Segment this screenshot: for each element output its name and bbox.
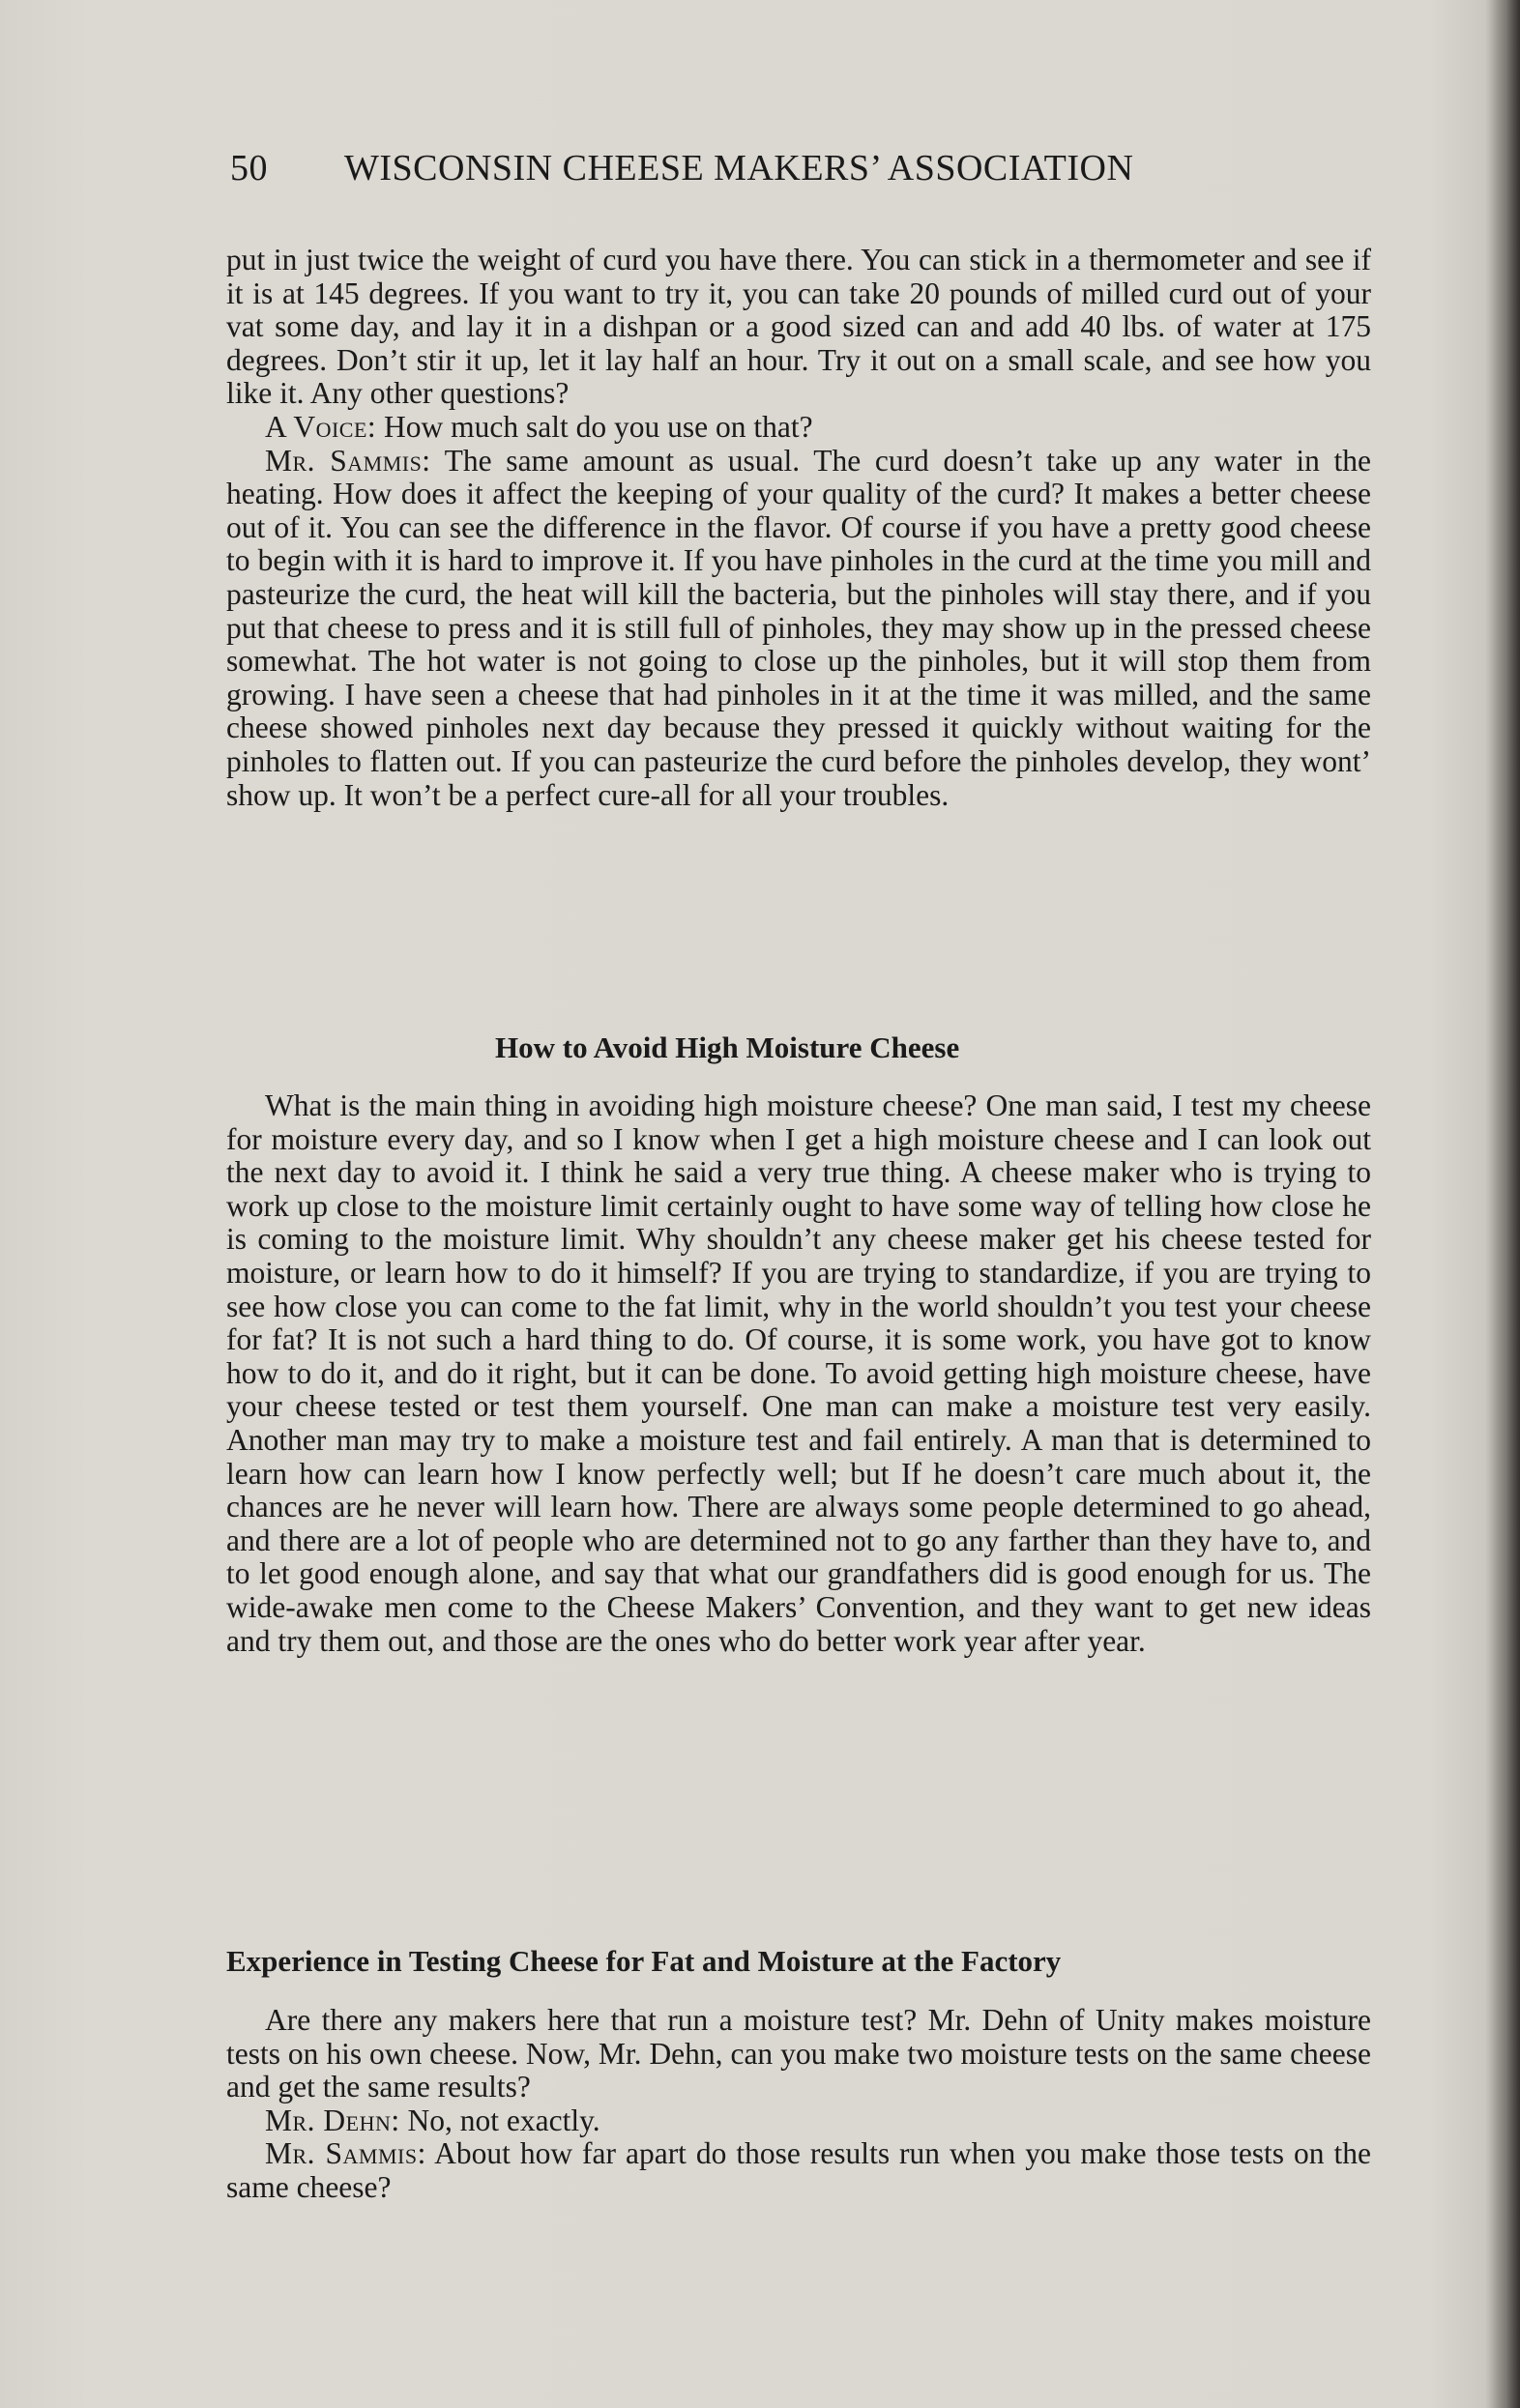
running-head [230, 147, 1371, 189]
paragraph [226, 411, 1371, 445]
paragraph [226, 1089, 1371, 1658]
speaker: Mr. Sammis: [265, 443, 431, 478]
speaker: Mr. Sammis: [265, 2136, 426, 2171]
paragraph [226, 244, 1371, 411]
paragraph [226, 2104, 1371, 2138]
paragraph-text: put in just twice the weight of curd you have there. You can stick in a thermometer and see if it is at 145 degrees. If you want to try it, you can take 20 pounds of milled curd out of your vat some day, and lay it in a dishpan or a good sized can and add 40 lbs. of water at 175 degrees. Don’t stir it up, let it lay half an hour. Try it out on a small scale, and see how you like it. Any other questions? [226, 243, 1371, 411]
page-number: 50 [230, 148, 268, 189]
section-text [226, 2004, 1371, 2205]
paragraph [226, 2137, 1371, 2204]
paragraph-text: Are there any makers here that run a moisture test? Mr. Dehn of Unity makes moisture tests on his own cheese. Now, Mr. Dehn, can you make two moisture tests on the same cheese and get the same results? [226, 2003, 1371, 2104]
paragraph [226, 2004, 1371, 2104]
paragraph-text: What is the main thing in avoiding high moisture cheese? One man said, I test my cheese for moisture every day, and so I know when I get a high moisture cheese and I can look out the next day to avoid it. I think he said a very true thing. A cheese maker who is trying to work up close to the moisture limit certainly ought to have some way of telling how close he is coming to the moisture limit. Why shouldn’t any cheese maker get his cheese tested for moisture, or learn how to do it himself? If you are trying to standardize, if you are trying to see how close you can come to the fat limit, why in the world shouldn’t you test your cheese for fat? It is not such a hard thing to do. Of course, it is some work, you have got to know how to do it, and do it right, but it can be done. To avoid getting high moisture cheese, have your cheese tested or test them yourself. One man can make a moisture test very easily. Another man may try to make a moisture test and fail entirely. A man that is determined to learn how can learn how I know perfectly well; but If he doesn’t care much about it, the chances are he never will learn how. There are always some people determined to go ahead, and there are a lot of people who are determined not to go any farther than they have to, and to let good enough alone, and say that what our grandfathers did is good enough for us. The wide-awake men come to the Cheese Makers’ Convention, and they want to get new ideas and try them out, and those are the ones who do better work year after year. [226, 1088, 1371, 1658]
section-heading: Experience in Testing Cheese for Fat and Moisture at the Factory [226, 1944, 1062, 1978]
section-continued-text [226, 244, 1371, 812]
speaker: Mr. Dehn: [265, 2103, 400, 2137]
paragraph-text: No, not exactly. [407, 2103, 600, 2137]
section-heading: How to Avoid High Moisture Cheese [495, 1030, 960, 1064]
paragraph-text: How much salt do you use on that? [384, 409, 813, 444]
running-title: WISCONSIN CHEESE MAKERS’ ASSOCIATION [344, 148, 1134, 189]
paragraph-text: About how far apart do those results run when you make those tests on the same cheese? [226, 2136, 1371, 2204]
page-edge-shadow [1485, 0, 1520, 2408]
paragraph [226, 445, 1371, 813]
section-text [226, 1089, 1371, 1658]
speaker: A Voice: [265, 409, 377, 444]
paragraph-text: The same amount as usual. The curd doesn’t take up any water in the heating. How does it affect the keeping of your quality of the curd? It makes a better cheese out of it. You can see the difference in the flavor. Of course if you have a pretty good cheese to begin with it is hard to improve it. If you have pinholes in the curd at the time you mill and pasteurize the curd, the heat will kill the bacteria, but the pinholes will stay there, and if you put that cheese to press and it is still full of pinholes, they may show up in the pressed cheese somewhat. The hot water is not going to close up the pinholes, but it will stop them from growing. I have seen a cheese that had pinholes in it at the time it was milled, and the same cheese showed pinholes next day because they pressed it quickly without waiting for the pinholes to flatten out. If you can pasteurize the curd before the pinholes develop, they wont’ show up. It won’t be a perfect cure-all for all your troubles. [226, 443, 1371, 812]
